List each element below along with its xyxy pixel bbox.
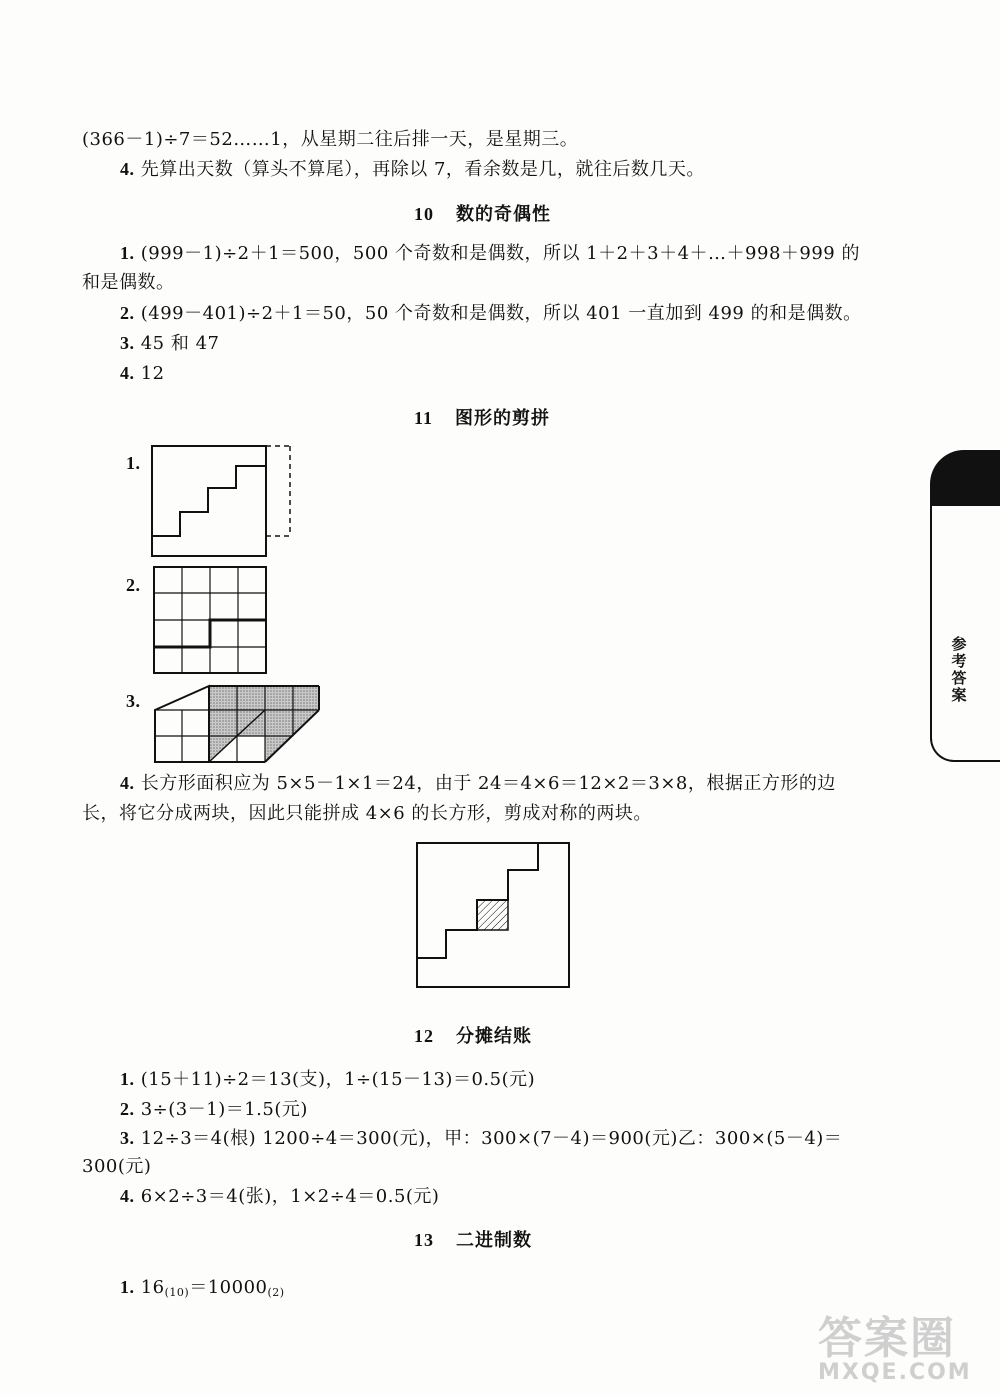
binary-lhs: 16 <box>140 1277 165 1298</box>
parallelogram-cut-figure-3 <box>153 684 323 764</box>
sec12-item3-cont: 300(元) <box>82 1156 152 1177</box>
sec12-heading <box>414 1022 532 1048</box>
sec9-line1: (366－1)÷7＝52……1，从星期二往后排一天，是星期三。 <box>82 129 579 150</box>
sec13-item1 <box>120 1274 285 1306</box>
side-tab-cap <box>930 450 1000 506</box>
item-number: 3. <box>120 333 135 353</box>
sec10-item3 <box>120 330 220 357</box>
sec10-item1-cont: 和是偶数。 <box>82 272 175 293</box>
item-number: 4. <box>120 363 135 383</box>
sec11-fig1-number: 1. <box>126 453 141 473</box>
side-tab-label: 参考答案 <box>951 635 967 704</box>
watermark-top: 答案圈 <box>818 1313 956 1364</box>
item-number: 3. <box>120 1128 135 1148</box>
item-text: 长方形面积应为 5×5－1×1＝24，由于 24＝4×6＝12×2＝3×8，根据正方形的边 <box>140 773 836 794</box>
base-2-subscript: (2) <box>267 1286 285 1299</box>
item-text: 6×2÷3＝4(张)，1×2÷4＝0.5(元) <box>140 1186 440 1207</box>
sec11-fig3-number: 3. <box>126 691 141 711</box>
binary-rhs: ＝10000 <box>189 1277 268 1298</box>
base-10-subscript: (10) <box>164 1286 190 1299</box>
item-text: 12 <box>140 363 165 384</box>
sec10-item4 <box>120 360 165 387</box>
item-number: 1. <box>120 1069 135 1089</box>
watermark-bottom: MXQE.COM <box>818 1360 972 1385</box>
staircase-square-figure-4 <box>416 842 570 988</box>
heading-title: 二进制数 <box>456 1230 532 1251</box>
item-text: 3÷(3－1)＝1.5(元) <box>140 1099 308 1120</box>
item-text: 先算出天数（算头不算尾），再除以 7，看余数是几，就往后数几天。 <box>140 159 705 180</box>
sec10-heading <box>414 200 551 226</box>
item-number: 4. <box>120 159 135 179</box>
side-tab <box>930 506 1000 762</box>
sec10-item1 <box>120 240 860 267</box>
heading-title: 图形的剪拼 <box>455 408 551 429</box>
sec13-heading <box>414 1226 532 1252</box>
watermark-logo <box>818 1302 1000 1396</box>
item-number: 4. <box>120 1186 135 1206</box>
sec11-item4 <box>120 770 836 797</box>
grid-cut-figure-2 <box>153 566 267 674</box>
sec12-item1 <box>120 1066 535 1093</box>
item-text: 12÷3＝4(根) 1200÷4＝300(元)，甲：300×(7－4)＝900(元)乙：300×(5－4)＝ <box>140 1128 843 1149</box>
staircase-cut-figure-1 <box>150 444 290 556</box>
heading-number: 10 <box>414 204 434 224</box>
item-number: 2. <box>120 303 135 323</box>
sec12-item2 <box>120 1096 308 1123</box>
sec12-item3 <box>120 1125 842 1152</box>
sec11-heading <box>414 404 550 430</box>
heading-number: 13 <box>414 1230 434 1250</box>
sec10-item2 <box>120 300 862 327</box>
item-text: 45 和 47 <box>140 333 220 354</box>
item-number: 4. <box>120 773 135 793</box>
item-text: (15＋11)÷2＝13(支)，1÷(15－13)＝0.5(元) <box>140 1069 536 1090</box>
item-number: 2. <box>120 1099 135 1119</box>
heading-number: 12 <box>414 1026 434 1046</box>
sec11-fig2-number: 2. <box>126 575 141 595</box>
item-text: (499－401)÷2＋1＝50，50 个奇数和是偶数，所以 401 一直加到 499 的和是偶数。 <box>140 303 862 324</box>
heading-title: 分摊结账 <box>456 1026 532 1047</box>
sec11-item4-cont: 长，将它分成两块，因此只能拼成 4×6 的长方形，剪成对称的两块。 <box>82 803 652 824</box>
heading-number: 11 <box>414 408 434 428</box>
heading-title: 数的奇偶性 <box>456 204 551 225</box>
item-number: 1. <box>120 243 135 263</box>
item-number: 1. <box>120 1277 135 1297</box>
sec9-item4 <box>120 156 705 183</box>
item-text: (999－1)÷2＋1＝500，500 个奇数和是偶数，所以 1＋2＋3＋4＋…＋998＋999 的 <box>140 243 860 264</box>
sec12-item4 <box>120 1183 439 1210</box>
